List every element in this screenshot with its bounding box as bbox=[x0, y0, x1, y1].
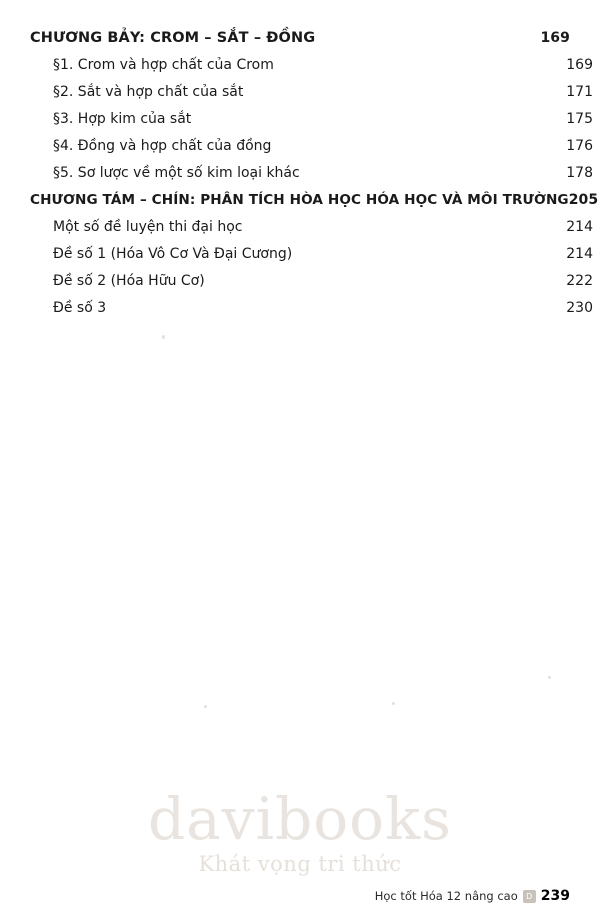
table-of-contents bbox=[30, 30, 599, 327]
watermark-tagline: Khát vọng tri thức bbox=[198, 852, 402, 876]
toc-entry-label: §1. Crom và hợp chất của Crom bbox=[53, 57, 274, 73]
toc-entry-page: 175 bbox=[566, 111, 593, 127]
toc-row-chapter-8-9 bbox=[30, 192, 599, 208]
toc-entry-label: §5. Sơ lược về một số kim loại khác bbox=[53, 165, 300, 181]
toc-entry-page: 214 bbox=[566, 246, 593, 262]
scan-speckle bbox=[548, 676, 551, 679]
scan-speckle bbox=[162, 335, 165, 339]
toc-entry-label: CHƯƠNG BẢY: CROM – SẮT – ĐỒNG bbox=[30, 30, 316, 46]
toc-row-section-3 bbox=[30, 111, 593, 127]
page-footer bbox=[375, 888, 570, 904]
footer-book-title: Học tốt Hóa 12 nâng cao bbox=[374, 889, 518, 903]
toc-entry-page: 176 bbox=[566, 138, 593, 154]
toc-row-section-1 bbox=[30, 57, 593, 73]
toc-row-chapter-7 bbox=[30, 30, 570, 46]
toc-row-entry-exam-3 bbox=[30, 300, 593, 316]
watermark bbox=[0, 785, 600, 876]
toc-row-entry-exam-2 bbox=[30, 273, 593, 289]
scan-speckle bbox=[392, 702, 395, 705]
toc-entry-label: Một số đề luyện thi đại học bbox=[53, 219, 243, 235]
toc-row-entry-exams bbox=[30, 219, 593, 235]
toc-entry-page: 169 bbox=[540, 30, 570, 46]
toc-row-section-4 bbox=[30, 138, 593, 154]
toc-row-section-5 bbox=[30, 165, 593, 181]
toc-entry-label: §4. Đồng và hợp chất của đồng bbox=[53, 138, 272, 154]
toc-row-entry-exam-1 bbox=[30, 246, 593, 262]
toc-row-section-2 bbox=[30, 84, 593, 100]
toc-entry-label: CHƯƠNG TÁM – CHÍN: PHÂN TÍCH HÒA HỌC HÓA HỌC VÀ MÔI TRƯỜNG bbox=[30, 192, 569, 208]
publisher-logo-icon: D bbox=[523, 890, 536, 903]
toc-entry-page: 171 bbox=[566, 84, 593, 100]
scan-speckle bbox=[204, 705, 207, 708]
watermark-brand: davibooks bbox=[148, 785, 452, 853]
toc-entry-page: 205 bbox=[568, 192, 599, 208]
toc-entry-page: 230 bbox=[566, 300, 593, 316]
toc-entry-label: §2. Sắt và hợp chất của sắt bbox=[53, 84, 244, 100]
toc-entry-label: Đề số 2 (Hóa Hữu Cơ) bbox=[53, 273, 205, 289]
toc-entry-page: 169 bbox=[566, 57, 593, 73]
toc-entry-page: 178 bbox=[566, 165, 593, 181]
toc-entry-label: Đề số 3 bbox=[53, 300, 107, 316]
toc-entry-page: 222 bbox=[566, 273, 593, 289]
toc-entry-label: §3. Hợp kim của sắt bbox=[53, 111, 192, 127]
toc-entry-label: Đề số 1 (Hóa Vô Cơ Và Đại Cương) bbox=[53, 246, 293, 262]
toc-entry-page: 214 bbox=[566, 219, 593, 235]
page-number: 239 bbox=[540, 888, 570, 904]
